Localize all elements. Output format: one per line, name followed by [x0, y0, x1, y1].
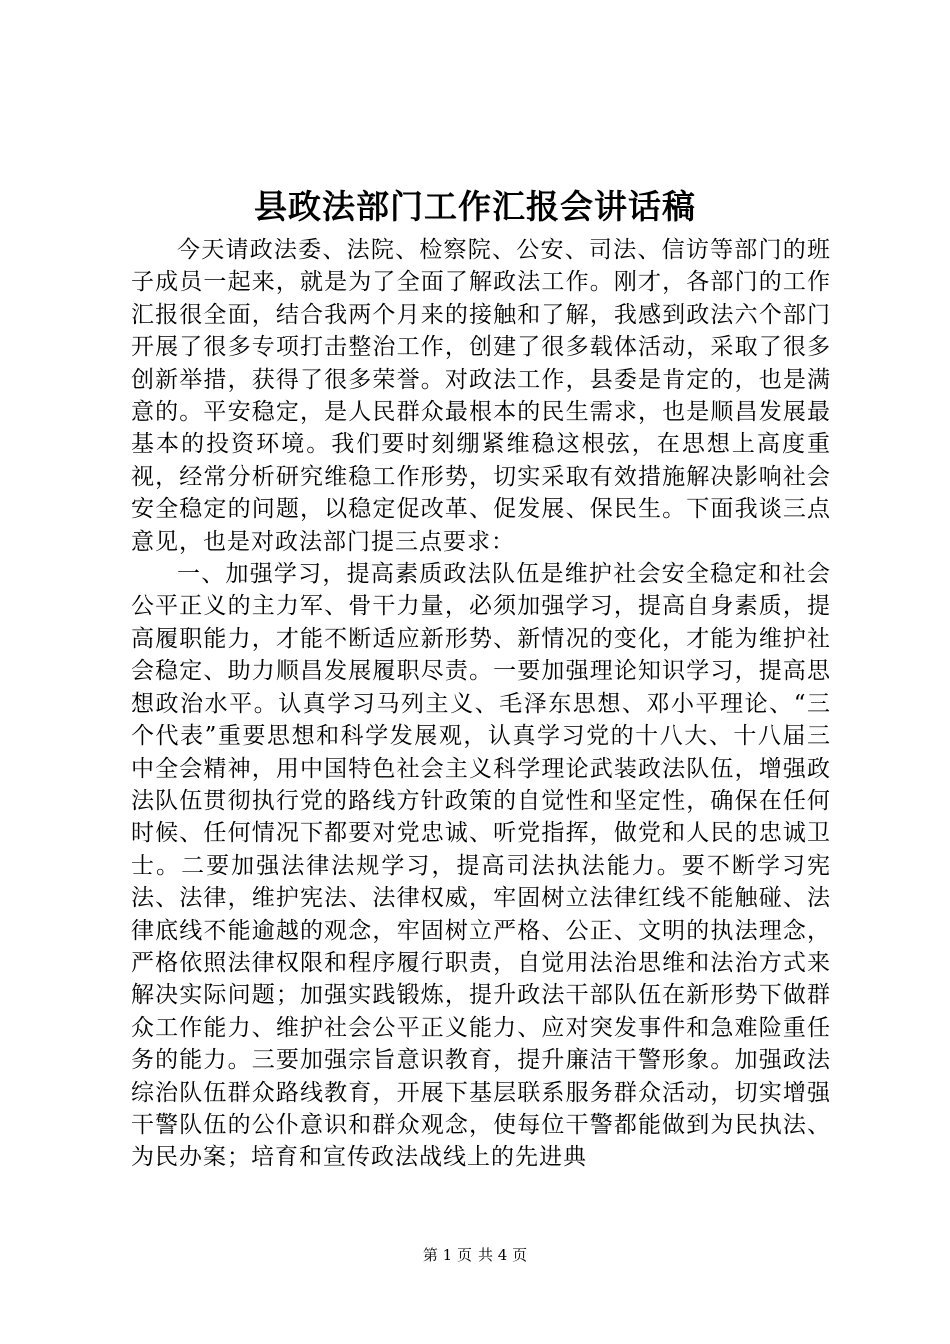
document-title: 县政法部门工作汇报会讲话稿 [254, 187, 696, 226]
page-total: 共 4 页 [478, 1246, 528, 1264]
document-body [131, 234, 831, 1174]
paragraph-intro: 今天请政法委、法院、检察院、公安、司法、信访等部门的班子成员一起来，就是为了全面了解政法工作。刚才，各部门的工作汇报很全面，结合我两个月来的接触和了解，我感到政法六个部门开展了很多专项打击整治工作，创建了很多载体活动，采取了很多创新举措，获得了很多荣誉。对政法工作，县委是肯定的，也是满意的。平安稳定，是人民群众最根本的民生需求，也是顺昌发展最基本的投资环境。我们要时刻绷紧维稳这根弦，在思想上高度重视，经常分析研究维稳工作形势，切实采取有效措施解决影响社会安全稳定的问题，以稳定促改革、促发展、保民生。下面我谈三点意见，也是对政法部门提三点要求： [131, 237, 831, 555]
page-number: 第 1 页 [422, 1246, 472, 1264]
paragraph-section-one: 一、加强学习，提高素质政法队伍是维护社会安全稳定和社会公平正义的主力军、骨干力量，必须加强学习，提高自身素质，提高履职能力，才能不断适应新形势、新情况的变化，才能为维护社会稳定、助力顺昌发展履职尽责。一要加强理论知识学习，提高思想政治水平。认真学习马列主义、毛泽东思想、邓小平理论、“三个代表”重要思想和科学发展观，认真学习党的十八大、十八届三中全会精神，用中国特色社会主义科学理论武装政法队伍，增强政法队伍贯彻执行党的路线方针政策的自觉性和坚定性，确保在任何时候、任何情况下都要对党忠诚、听党指挥，做党和人民的忠诚卫士。二要加强法律法规学习，提高司法执法能力。要不断学习宪法、法律，维护宪法、法律权威，牢固树立法律红线不能触碰、法律底线不能逾越的观念，牢固树立严格、公正、文明的执法理念，严格依照法律权限和程序履行职责，自觉用法治思维和法治方式来解决实际问题；加强实践锻炼，提升政法干部队伍在新形势下做群众工作能力、维护社会公平正义能力、应对突发事件和急难险重任务的能力。三要加强宗旨意识教育，提升廉洁干警形象。加强政法综治队伍群众路线教育，开展下基层联系服务群众活动，切实增强干警队伍的公仆意识和群众观念，使每位干警都能做到为民执法、为民办案；培育和宣传政法战线上的先进典 [131, 561, 831, 1171]
page-footer [0, 1245, 950, 1265]
